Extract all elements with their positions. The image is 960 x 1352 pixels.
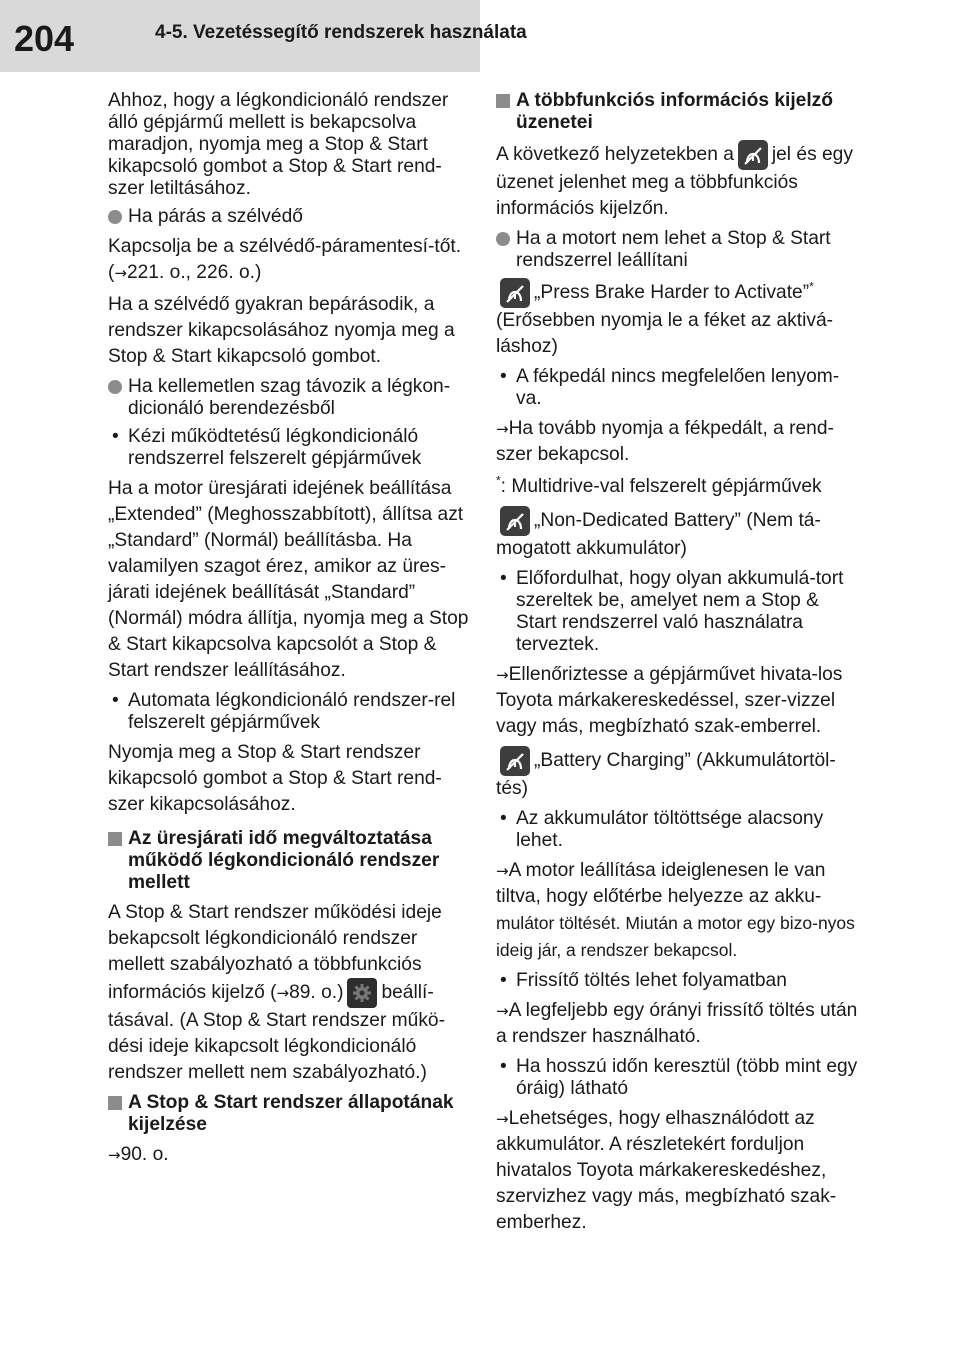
bullet-brake-pedal: • A fékpedál nincs megfelelően lenyom-va. (500, 366, 840, 409)
arrow-icon: → (496, 666, 509, 684)
bullet-refresh-charge: • Frissítő töltés lehet folyamatban (500, 970, 787, 991)
bullet-icon: • (112, 426, 119, 447)
fogging-paragraph: Ha a szélvédő gyakran bepárásodik, a rendszer kikapcsolásához nyomja meg a Stop & Start kikapcsoló gombot. (108, 294, 455, 367)
bullet-battery-type: • Előfordulhat, hogy olyan akkumulá-tort szereltek be, amelyet nem a Stop & Start rendszerrel való használatra terveztek. (500, 568, 844, 655)
answer-long-display: →Lehetséges, hogy elhasználódott az akkumulátor. A részletekért forduljon hivatalos Toyota márkakereskedéshez, szervizhez vagy más, megbízható szak-emberhez. (496, 1108, 837, 1233)
condition-foggy-windshield: Ha párás a szélvédő (108, 206, 474, 228)
heading-idle-time: Az üresjárati idő megváltoztatása működő légkondicionáló rendszer mellett (108, 828, 474, 894)
bullet-icon: • (500, 366, 507, 387)
message-battery-charging: „Battery Charging” (Akkumulátortöl-tés) (496, 746, 860, 802)
heading-mid-messages: A többfunkciós információs kijelző üzenetei (496, 90, 860, 134)
page-header (0, 0, 960, 72)
stop-start-indicator-icon (738, 140, 768, 170)
arrow-icon: → (496, 420, 509, 438)
arrow-icon: → (276, 984, 290, 1003)
arrow-icon: → (496, 862, 509, 880)
answer-brake: →Ha tovább nyomja a fékpedált, a rend-szer bekapcsol. (496, 418, 834, 465)
stop-start-indicator-icon (500, 278, 530, 308)
stop-start-indicator-icon (500, 506, 530, 536)
condition-odor: Ha kellemetlen szag távozik a légkon-dicionáló berendezésből (108, 376, 474, 420)
message-non-dedicated-battery: „Non-Dedicated Battery” (Nem tá-mogatott akkumulátor) (496, 506, 860, 562)
bullet-manual-ac: • Kézi működtetésű légkondicionáló rendszerrel felszerelt gépjárművek (112, 426, 422, 469)
arrow-icon: → (114, 264, 127, 282)
intro-paragraph: Ahhoz, hogy a légkondicionáló rendszer álló gépjármű mellett is bekapcsolva maradjon, nyomja meg a Stop & Start kikapcsoló gombot a Stop & Start rend-szer letiltásához. (108, 90, 449, 199)
bullet-icon: • (500, 1056, 507, 1077)
right-column (496, 90, 860, 1242)
bullet-long-display: • Ha hosszú időn keresztül (több mint egy óráig) látható (500, 1056, 858, 1099)
settings-gear-icon (347, 978, 377, 1008)
answer-refresh-charge: →A legfeljebb egy órányi frissítő töltés után a rendszer használható. (496, 1000, 858, 1047)
bullet-icon: • (112, 690, 119, 711)
arrow-icon: → (108, 1146, 121, 1164)
status-ref: →90. o. (108, 1144, 169, 1165)
condition-cannot-stop: Ha a motort nem lehet a Stop & Start rendszerrel leállítani (496, 228, 860, 272)
idle-adjust-paragraph: A Stop & Start rendszer működési ideje bekapcsolt légkondicionáló rendszer mellett szabályozható a többfunkciós információs kijelző (→89. o.) beállí-tásával. (A Stop & Start rendszer műkö-dési ideje kikapcsolt légkondicionáló rendszer mellett nem szabályozható.) (108, 902, 445, 1083)
left-column (108, 90, 474, 1174)
footnote: *: Multidrive-val felszerelt gépjárművek (496, 473, 822, 497)
arrow-icon: → (496, 1002, 509, 1020)
message-brake: „Press Brake Harder to Activate”* (Erősebben nyomja le a féket az aktivá-láshoz) (496, 279, 834, 357)
bullet-low-charge: • Az akkumulátor töltöttsége alacsony lehet. (500, 808, 824, 851)
bullet-icon: • (500, 970, 507, 991)
page-number: 204 (14, 18, 75, 59)
answer-battery-type: →Ellenőriztesse a gépjárművet hivata-los Toyota márkakereskedéssel, szer-vizzel vagy más, megbízható szak-emberrel. (496, 664, 843, 737)
messages-intro: A következő helyzetekben a jel és egy üzenet jelenhet meg a többfunkciós információs kijelzőn. (496, 140, 860, 222)
auto-ac-paragraph: Nyomja meg a Stop & Start rendszer kikapcsoló gombot a Stop & Start rend-szer kikapcsolásához. (108, 742, 442, 815)
defogger-paragraph: Kapcsolja be a szélvédő-páramentesí-tőt. (→221. o., 226. o.) (108, 236, 462, 283)
bullet-icon: • (500, 808, 507, 829)
section-title: 4-5. Vezetéssegítő rendszerek használata (155, 22, 527, 43)
answer-low-charge: →A motor leállítása ideiglenesen le van tiltva, hogy előtérbe helyezze az akku- mulátor töltését. Miután a motor egy bizo-nyos ideig jár, a rendszer bekapcsol. (496, 860, 855, 960)
arrow-icon: → (496, 1110, 509, 1128)
bullet-icon: • (500, 568, 507, 589)
stop-start-indicator-icon (500, 746, 530, 776)
bullet-auto-ac: • Automata légkondicionáló rendszer-rel felszerelt gépjárművek (112, 690, 456, 733)
heading-status-display: A Stop & Start rendszer állapotának kijelzése (108, 1092, 474, 1136)
idle-time-paragraph: Ha a motor üresjárati idejének beállítása „Extended” (Meghosszabbított), állítsa azt „Standard” (Normál) beállításba. Ha valamilyen szagot érez, amikor az üres-járati idejének beállítását „Standard” (Normál) módra állítja, nyomja meg a Stop & Start kikapcsolva kapcsolót a Stop & Start rendszer leállításához. (108, 478, 469, 681)
